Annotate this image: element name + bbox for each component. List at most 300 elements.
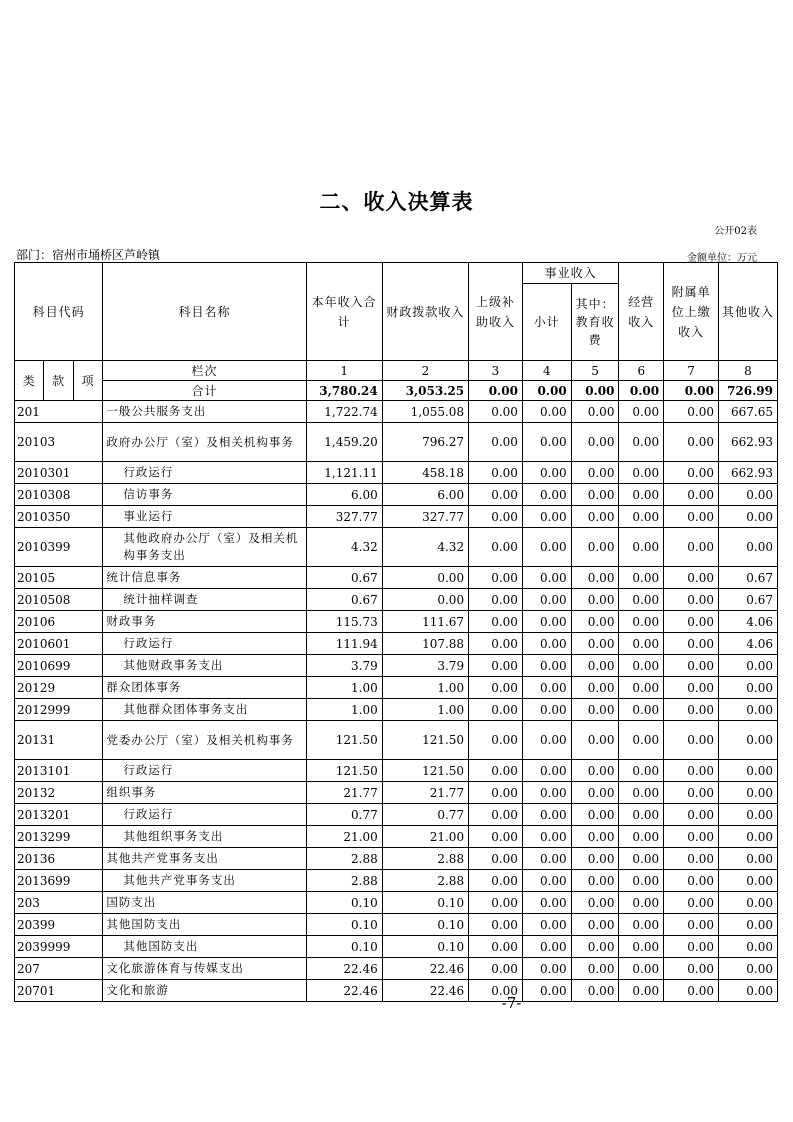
amount-cell: 4.32 (382, 528, 468, 567)
table-row (15, 655, 778, 677)
subject-code: 207 (15, 958, 103, 980)
amount-cell: 3.79 (306, 655, 382, 677)
amount-cell: 0.00 (619, 677, 664, 699)
total-cell: 726.99 (719, 381, 778, 401)
amount-cell: 3.79 (382, 655, 468, 677)
amount-cell: 0.00 (719, 914, 778, 936)
table-row (15, 462, 778, 484)
page-number-text: -7- (501, 994, 522, 1012)
amount-cell: 0.00 (619, 423, 664, 462)
amount-cell: 0.00 (619, 848, 664, 870)
amount-cell: 0.00 (522, 782, 571, 804)
subject-code: 2010399 (15, 528, 103, 567)
amount-cell: 0.00 (619, 892, 664, 914)
table-row (15, 958, 778, 980)
amount-cell: 0.00 (619, 721, 664, 760)
amount-cell: 0.00 (619, 699, 664, 721)
subject-name: 其他财政事务支出 (103, 655, 306, 677)
amount-cell: 0.00 (571, 423, 619, 462)
amount-cell: 2.88 (306, 870, 382, 892)
amount-cell: 0.00 (619, 958, 664, 980)
amount-cell: 2.88 (306, 848, 382, 870)
table-row (15, 892, 778, 914)
subject-name: 党委办公厅（室）及相关机构事务 (103, 721, 306, 760)
table-row (15, 914, 778, 936)
amount-cell: 0.00 (522, 804, 571, 826)
form-number: 公开02表 (714, 226, 757, 237)
amount-cell: 0.00 (469, 567, 523, 589)
table-row (15, 936, 778, 958)
subject-code: 20129 (15, 677, 103, 699)
subject-name: 信访事务 (103, 484, 306, 506)
total-cell: 0.00 (522, 381, 571, 401)
amount-cell: 121.50 (382, 760, 468, 782)
amount-cell: 1,722.74 (306, 401, 382, 423)
header-lanci: 栏次 (103, 361, 306, 381)
subject-name: 组织事务 (103, 782, 306, 804)
amount-cell: 0.00 (522, 699, 571, 721)
amount-cell: 0.00 (719, 936, 778, 958)
amount-cell: 0.00 (719, 506, 778, 528)
amount-cell: 0.00 (469, 914, 523, 936)
amount-cell: 0.00 (619, 401, 664, 423)
table-row (15, 721, 778, 760)
table-row (15, 699, 778, 721)
amount-cell: 0.00 (619, 655, 664, 677)
subject-name: 统计信息事务 (103, 567, 306, 589)
amount-cell: 0.00 (664, 462, 719, 484)
subject-code: 203 (15, 892, 103, 914)
amount-cell: 0.00 (571, 958, 619, 980)
amount-cell: 0.00 (469, 721, 523, 760)
table-row (15, 506, 778, 528)
amount-cell: 0.00 (664, 528, 719, 567)
header-fiscal: 财政拨款收入 (382, 263, 468, 361)
subject-code: 2013101 (15, 760, 103, 782)
amount-cell: 0.00 (619, 484, 664, 506)
amount-cell: 0.00 (522, 914, 571, 936)
amount-cell: 0.00 (664, 633, 719, 655)
subject-name: 文化旅游体育与传媒支出 (103, 958, 306, 980)
amount-cell: 0.00 (571, 611, 619, 633)
header-total-income: 本年收入合计 (306, 263, 382, 361)
total-cell: 0.00 (469, 381, 523, 401)
amount-cell: 662.93 (719, 462, 778, 484)
subject-code: 2010350 (15, 506, 103, 528)
amount-cell: 0.00 (664, 401, 719, 423)
amount-cell: 0.00 (522, 826, 571, 848)
subject-name: 群众团体事务 (103, 677, 306, 699)
amount-cell: 0.00 (522, 958, 571, 980)
amount-cell: 0.00 (522, 870, 571, 892)
amount-cell: 0.00 (469, 936, 523, 958)
amount-cell: 0.00 (522, 936, 571, 958)
amount-cell: 1.00 (306, 699, 382, 721)
amount-cell: 0.00 (664, 914, 719, 936)
column-number: 6 (619, 361, 664, 381)
amount-cell: 2.88 (382, 848, 468, 870)
amount-cell: 0.00 (571, 980, 619, 1002)
amount-cell: 0.00 (522, 760, 571, 782)
amount-cell: 0.10 (306, 892, 382, 914)
subject-code: 2013699 (15, 870, 103, 892)
amount-cell: 0.00 (469, 804, 523, 826)
amount-cell: 0.00 (522, 567, 571, 589)
subject-code: 2010301 (15, 462, 103, 484)
column-number: 1 (306, 361, 382, 381)
amount-cell: 0.00 (664, 423, 719, 462)
amount-cell: 0.00 (571, 589, 619, 611)
table-row (15, 677, 778, 699)
subject-code: 20106 (15, 611, 103, 633)
amount-cell: 0.00 (664, 611, 719, 633)
subject-code: 2010699 (15, 655, 103, 677)
amount-cell: 0.00 (619, 633, 664, 655)
amount-cell: 0.00 (469, 528, 523, 567)
amount-cell: 121.50 (306, 760, 382, 782)
amount-cell: 21.77 (382, 782, 468, 804)
amount-cell: 0.00 (571, 914, 619, 936)
income-table (14, 262, 778, 1002)
subject-name: 行政运行 (103, 804, 306, 826)
column-number: 3 (469, 361, 523, 381)
total-label: 合计 (103, 381, 306, 401)
amount-cell: 0.00 (522, 423, 571, 462)
amount-cell: 1.00 (382, 699, 468, 721)
amount-cell: 0.00 (522, 677, 571, 699)
table-row (15, 611, 778, 633)
amount-cell: 0.00 (719, 892, 778, 914)
amount-cell: 0.00 (619, 506, 664, 528)
amount-cell: 0.00 (719, 677, 778, 699)
amount-cell: 0.67 (719, 567, 778, 589)
amount-cell: 22.46 (382, 980, 468, 1002)
amount-cell: 0.00 (664, 567, 719, 589)
amount-cell: 796.27 (382, 423, 468, 462)
subject-code: 20132 (15, 782, 103, 804)
amount-cell: 667.65 (719, 401, 778, 423)
amount-cell: 0.67 (306, 589, 382, 611)
subject-code: 20103 (15, 423, 103, 462)
amount-cell: 0.00 (571, 892, 619, 914)
amount-cell: 1.00 (306, 677, 382, 699)
amount-cell: 0.00 (719, 980, 778, 1002)
subject-code: 2010508 (15, 589, 103, 611)
column-number: 5 (571, 361, 619, 381)
table-row (15, 848, 778, 870)
amount-cell: 0.00 (469, 677, 523, 699)
amount-cell: 1,459.20 (306, 423, 382, 462)
table-row (15, 804, 778, 826)
column-number: 4 (522, 361, 571, 381)
subject-code: 2010601 (15, 633, 103, 655)
amount-cell: 0.00 (571, 699, 619, 721)
amount-cell: 0.00 (469, 589, 523, 611)
amount-cell: 327.77 (382, 506, 468, 528)
table-row (15, 423, 778, 462)
amount-cell: 0.00 (571, 936, 619, 958)
amount-cell: 0.00 (382, 589, 468, 611)
amount-cell: 0.00 (469, 892, 523, 914)
amount-cell: 0.67 (719, 589, 778, 611)
subject-name: 文化和旅游 (103, 980, 306, 1002)
amount-cell: 0.00 (522, 484, 571, 506)
amount-cell: 0.00 (664, 782, 719, 804)
amount-cell: 0.00 (469, 423, 523, 462)
amount-cell: 21.00 (306, 826, 382, 848)
amount-cell: 2.88 (382, 870, 468, 892)
header-name: 科目名称 (103, 263, 306, 361)
amount-cell: 0.77 (306, 804, 382, 826)
subject-name: 其他组织事务支出 (103, 826, 306, 848)
amount-cell: 0.00 (522, 980, 571, 1002)
header-xiang: 项 (73, 361, 102, 401)
amount-cell: 0.00 (664, 699, 719, 721)
subject-name: 其他政府办公厅（室）及相关机构事务支出 (103, 528, 306, 567)
amount-cell: 0.00 (619, 804, 664, 826)
amount-cell: 0.00 (522, 633, 571, 655)
subject-name: 国防支出 (103, 892, 306, 914)
subject-code: 20105 (15, 567, 103, 589)
amount-cell: 0.00 (571, 528, 619, 567)
table-row (15, 633, 778, 655)
amount-cell: 0.00 (522, 401, 571, 423)
amount-cell: 6.00 (306, 484, 382, 506)
amount-cell: 0.00 (571, 804, 619, 826)
amount-cell: 0.00 (469, 848, 523, 870)
amount-cell: 0.00 (664, 848, 719, 870)
table-row (15, 760, 778, 782)
amount-cell: 0.00 (719, 782, 778, 804)
header-lei: 类 (15, 361, 44, 401)
amount-cell: 0.00 (571, 484, 619, 506)
table-row (15, 589, 778, 611)
amount-cell: 0.00 (664, 721, 719, 760)
amount-cell: 0.00 (719, 804, 778, 826)
amount-cell: 0.00 (719, 958, 778, 980)
amount-cell: 0.10 (382, 936, 468, 958)
amount-cell: 21.77 (306, 782, 382, 804)
amount-cell: 0.00 (469, 484, 523, 506)
column-number: 8 (719, 361, 778, 381)
header-operating: 经营收入 (619, 263, 664, 361)
amount-cell: 0.77 (382, 804, 468, 826)
amount-cell: 0.00 (619, 914, 664, 936)
subject-name: 行政运行 (103, 760, 306, 782)
amount-cell: 458.18 (382, 462, 468, 484)
amount-cell: 0.00 (571, 826, 619, 848)
amount-cell: 0.00 (664, 958, 719, 980)
amount-cell: 0.00 (571, 462, 619, 484)
amount-cell: 4.06 (719, 633, 778, 655)
table-row (15, 484, 778, 506)
amount-cell: 1,055.08 (382, 401, 468, 423)
amount-cell: 0.00 (619, 782, 664, 804)
table-row (15, 528, 778, 567)
header-education: 其中：教育收费 (571, 284, 619, 361)
amount-cell: 0.10 (306, 936, 382, 958)
amount-cell: 0.00 (664, 484, 719, 506)
amount-cell: 0.10 (382, 892, 468, 914)
amount-cell: 0.00 (664, 804, 719, 826)
table-row (15, 401, 778, 423)
amount-cell: 22.46 (382, 958, 468, 980)
amount-cell: 0.10 (382, 914, 468, 936)
amount-cell: 0.00 (664, 506, 719, 528)
subject-code: 2012999 (15, 699, 103, 721)
page-number (0, 994, 793, 1012)
total-cell: 0.00 (664, 381, 719, 401)
subject-code: 2013201 (15, 804, 103, 826)
amount-cell: 0.00 (522, 528, 571, 567)
amount-cell: 121.50 (382, 721, 468, 760)
amount-cell: 0.00 (571, 848, 619, 870)
amount-cell: 327.77 (306, 506, 382, 528)
unit-label: 金额单位：万元 (687, 253, 757, 264)
subject-name: 财政事务 (103, 611, 306, 633)
amount-cell: 0.00 (664, 870, 719, 892)
amount-cell: 0.00 (522, 589, 571, 611)
amount-cell: 0.00 (469, 611, 523, 633)
amount-cell: 0.00 (382, 567, 468, 589)
amount-cell: 0.00 (664, 655, 719, 677)
amount-cell: 4.06 (719, 611, 778, 633)
subject-code: 20136 (15, 848, 103, 870)
amount-cell: 0.00 (619, 980, 664, 1002)
amount-cell: 0.00 (664, 677, 719, 699)
amount-cell: 0.00 (719, 699, 778, 721)
subject-code: 20701 (15, 980, 103, 1002)
subject-name: 一般公共服务支出 (103, 401, 306, 423)
amount-cell: 4.32 (306, 528, 382, 567)
header-subtotal: 小计 (522, 284, 571, 361)
amount-cell: 0.67 (306, 567, 382, 589)
amount-cell: 0.00 (719, 826, 778, 848)
amount-cell: 0.00 (719, 848, 778, 870)
amount-cell: 0.00 (469, 401, 523, 423)
amount-cell: 0.00 (469, 760, 523, 782)
amount-cell: 0.00 (522, 462, 571, 484)
table-row (15, 567, 778, 589)
amount-cell: 0.00 (664, 936, 719, 958)
page-title: 二、收入决算表 (319, 190, 474, 214)
amount-cell: 0.00 (619, 870, 664, 892)
amount-cell: 0.00 (619, 567, 664, 589)
amount-cell: 0.00 (469, 699, 523, 721)
amount-cell: 0.00 (469, 870, 523, 892)
amount-cell: 111.67 (382, 611, 468, 633)
amount-cell: 0.00 (619, 826, 664, 848)
subject-name: 其他国防支出 (103, 914, 306, 936)
amount-cell: 0.00 (469, 782, 523, 804)
amount-cell: 111.94 (306, 633, 382, 655)
amount-cell: 0.00 (664, 760, 719, 782)
amount-cell: 0.00 (469, 980, 523, 1002)
table-row (15, 826, 778, 848)
table-row (15, 782, 778, 804)
subject-name: 其他群众团体事务支出 (103, 699, 306, 721)
amount-cell: 0.00 (719, 721, 778, 760)
subject-name: 政府办公厅（室）及相关机构事务 (103, 423, 306, 462)
subject-name: 其他共产党事务支出 (103, 870, 306, 892)
amount-cell: 0.00 (522, 611, 571, 633)
amount-cell: 0.00 (469, 462, 523, 484)
department-label: 部门：宿州市埇桥区芦岭镇 (16, 248, 161, 262)
table-row (15, 870, 778, 892)
amount-cell: 0.00 (469, 826, 523, 848)
subject-name: 其他国防支出 (103, 936, 306, 958)
amount-cell: 0.00 (469, 633, 523, 655)
amount-cell: 0.00 (571, 567, 619, 589)
amount-cell: 0.00 (664, 826, 719, 848)
amount-cell: 0.00 (571, 721, 619, 760)
amount-cell: 1.00 (382, 677, 468, 699)
amount-cell: 6.00 (382, 484, 468, 506)
amount-cell: 121.50 (306, 721, 382, 760)
amount-cell: 115.73 (306, 611, 382, 633)
amount-cell: 0.10 (306, 914, 382, 936)
amount-cell: 0.00 (522, 721, 571, 760)
amount-cell: 0.00 (719, 655, 778, 677)
amount-cell: 0.00 (619, 589, 664, 611)
amount-cell: 1,121.11 (306, 462, 382, 484)
amount-cell: 0.00 (619, 528, 664, 567)
header-code: 科目代码 (15, 263, 103, 361)
column-number: 2 (382, 361, 468, 381)
amount-cell: 22.46 (306, 958, 382, 980)
subject-name: 其他共产党事务支出 (103, 848, 306, 870)
amount-cell: 0.00 (522, 655, 571, 677)
subject-name: 统计抽样调查 (103, 589, 306, 611)
subject-name: 行政运行 (103, 633, 306, 655)
amount-cell: 107.88 (382, 633, 468, 655)
amount-cell: 0.00 (619, 936, 664, 958)
header-superior: 上级补助收入 (469, 263, 523, 361)
amount-cell: 0.00 (719, 484, 778, 506)
total-cell: 0.00 (571, 381, 619, 401)
amount-cell: 0.00 (469, 655, 523, 677)
amount-cell: 0.00 (719, 528, 778, 567)
amount-cell: 0.00 (664, 980, 719, 1002)
subject-code: 2013299 (15, 826, 103, 848)
amount-cell: 0.00 (619, 611, 664, 633)
subject-name: 行政运行 (103, 462, 306, 484)
amount-cell: 0.00 (571, 760, 619, 782)
header-affiliated: 附属单位上缴收入 (664, 263, 719, 361)
subject-code: 20131 (15, 721, 103, 760)
amount-cell: 0.00 (664, 892, 719, 914)
amount-cell: 0.00 (522, 506, 571, 528)
amount-cell: 21.00 (382, 826, 468, 848)
amount-cell: 0.00 (571, 506, 619, 528)
total-cell: 0.00 (619, 381, 664, 401)
amount-cell: 0.00 (571, 677, 619, 699)
amount-cell: 0.00 (522, 892, 571, 914)
header-career: 事业收入 (522, 263, 619, 284)
amount-cell: 0.00 (719, 870, 778, 892)
column-number: 7 (664, 361, 719, 381)
amount-cell: 0.00 (571, 401, 619, 423)
amount-cell: 0.00 (469, 958, 523, 980)
amount-cell: 0.00 (469, 506, 523, 528)
amount-cell: 0.00 (619, 462, 664, 484)
amount-cell: 662.93 (719, 423, 778, 462)
header-kuan: 款 (44, 361, 73, 401)
subject-name: 事业运行 (103, 506, 306, 528)
subject-code: 20399 (15, 914, 103, 936)
amount-cell: 0.00 (664, 589, 719, 611)
amount-cell: 0.00 (571, 655, 619, 677)
